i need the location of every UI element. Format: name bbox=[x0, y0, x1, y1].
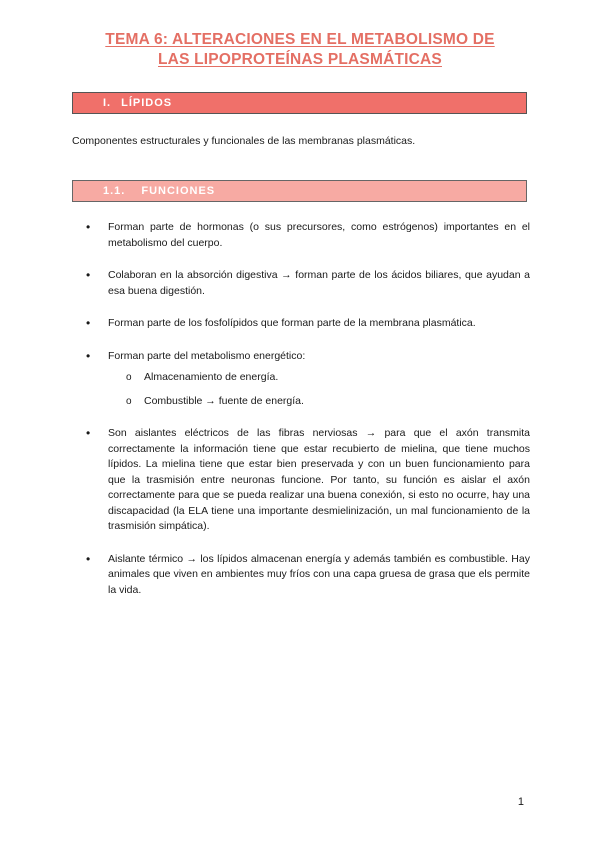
list-item: • Aislante térmico → los lípidos almacenan energía y además también es combustible. Hay animales que viven en ambientes muy fríos con una capa gruesa de grasa que els permite la vida. bbox=[72, 552, 530, 599]
list-item: • Colaboran en la absorción digestiva → forman parte de los ácidos biliares, que ayudan a esa buena digestión. bbox=[72, 268, 530, 299]
section-number: I. bbox=[103, 97, 112, 109]
sub-list-item: o Almacenamiento de energía. bbox=[108, 370, 530, 385]
list-item: • Forman parte de hormonas (o sus precursores, como estrógenos) importantes en el metabolismo del cuerpo. bbox=[72, 220, 530, 251]
sub-list bbox=[108, 370, 530, 409]
list-item bbox=[72, 349, 530, 410]
intro-paragraph: Componentes estructurales y funcionales de las membranas plasmáticas. bbox=[72, 135, 416, 147]
list-item: • Forman parte de los fosfolípidos que forman parte de la membrana plasmática. bbox=[72, 316, 530, 332]
list-item: • Son aislantes eléctricos de las fibras nerviosas → para que el axón transmita correctamente la información tiene que estar recubierto de mielina, que tiene muchos lípidos. La mielina tiene que estar bien preservada y con un buen funcionamiento para que la trasmisión entre neuronas funcione. Por tanto, su función es aislar el axón correctamente para que se pueda realizar una buena conexión, si esto no ocurre, hay una discapacidad (la ELA tiene una importante desmielinización, un mal funcionamiento de la trasmisión simpática). bbox=[72, 426, 530, 535]
list-item-text: Forman parte del metabolismo energético: bbox=[108, 349, 306, 362]
subsection-number: 1.1. bbox=[103, 185, 126, 197]
section-label: LÍPIDOS bbox=[121, 97, 173, 109]
section-heading-lipidos bbox=[72, 92, 527, 114]
sub-list-item: o Combustible → fuente de energía. bbox=[108, 394, 530, 409]
page-number: 1 bbox=[517, 796, 524, 808]
subsection-heading-funciones bbox=[72, 180, 527, 202]
subsection-label: FUNCIONES bbox=[141, 185, 216, 197]
title-line-1: TEMA 6: ALTERACIONES EN EL METABOLISMO DE bbox=[105, 31, 495, 48]
title-line-2: LAS LIPOPROTEÍNAS PLASMÁTICAS bbox=[158, 51, 442, 68]
functions-list bbox=[72, 220, 530, 615]
document-title bbox=[40, 30, 560, 70]
